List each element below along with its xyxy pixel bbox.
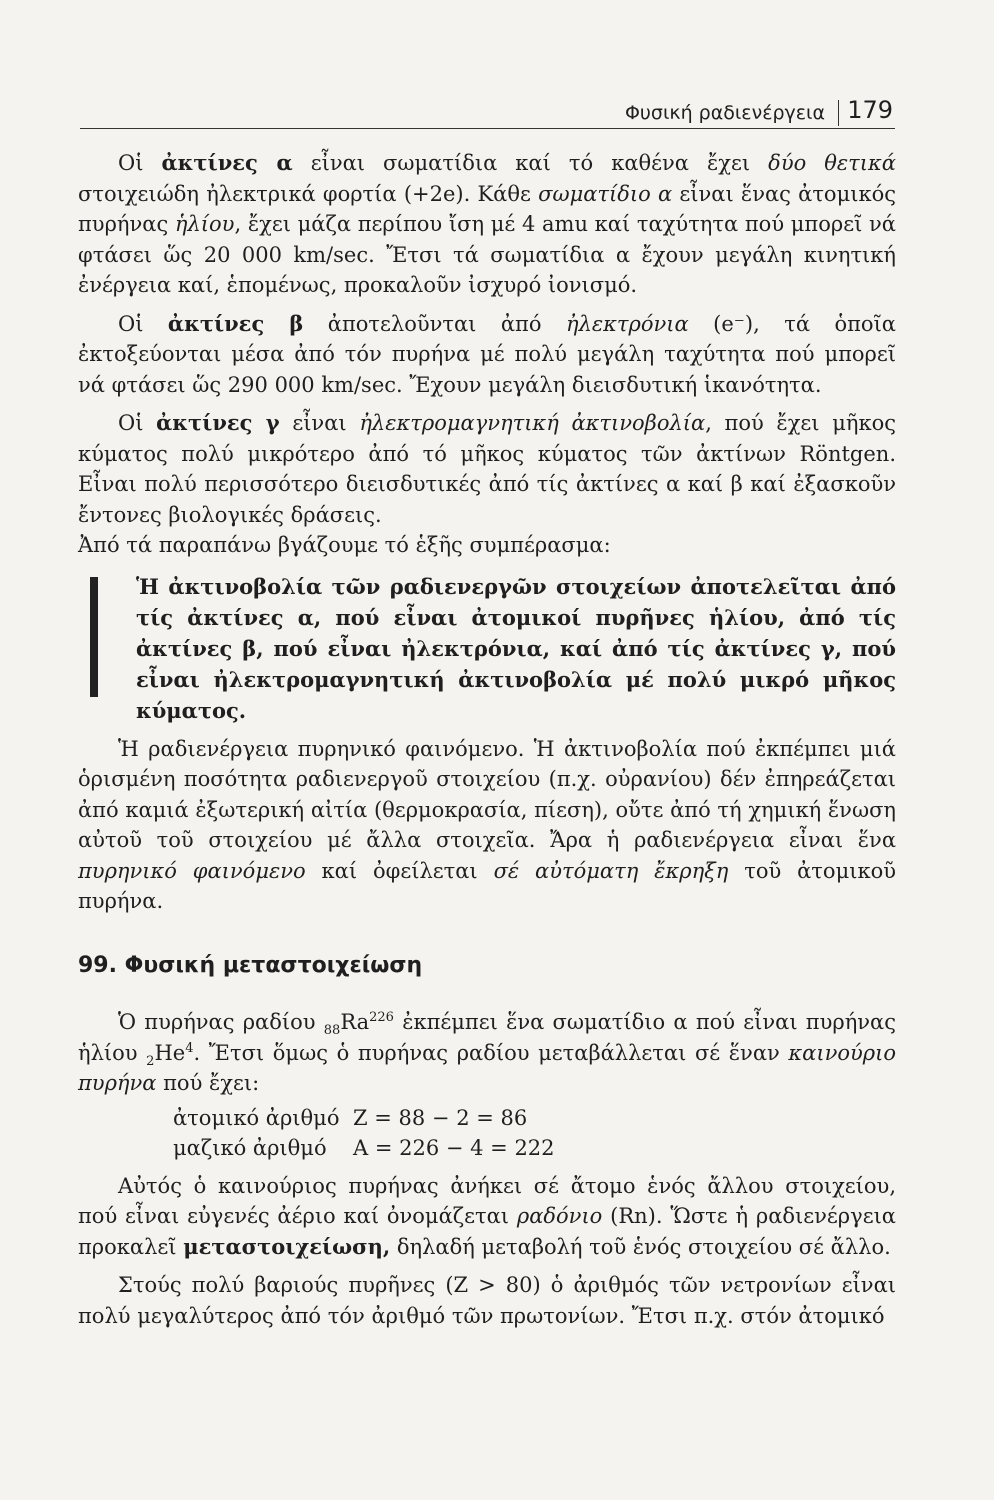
paragraph-heavy-nuclei: Στούς πολύ βαριούς πυρῆνες (Z > 80) ὁ ἀριθμός τῶν νετρονίων εἶναι πολύ μεγαλύτερος ἀπό τόν ἀριθμό τῶν πρωτονίων. Ἔτσι π.χ. στόν ἀτομικό: [78, 1273, 896, 1328]
section-title: 99. Φυσική μεταστοιχείωση: [78, 952, 423, 978]
equation-row: [173, 1103, 896, 1133]
equation-label: μαζικό ἀριθμό: [173, 1135, 327, 1160]
paragraph-radon: Αὐτός ὁ καινούριος πυρήνας ἀνήκει σέ ἄτομο ἑνός ἄλλου στοιχείου, πού εἶναι εὐγενές ἀέριο καί ὀνομάζεται ραδόνιο (Rn). Ὥστε ἡ ραδιενέργεια προκαλεῖ μεταστοιχείωση, δηλαδή μεταβολή τοῦ ἑνός στοιχείου σέ ἄλλο.: [78, 1173, 896, 1259]
callout-bar: [90, 577, 98, 697]
conclusion-intro: Ἀπό τά παραπάνω βγάζουμε τό ἑξῆς συμπέρασμα:: [78, 533, 611, 557]
conclusion-callout: [78, 571, 896, 726]
equation-formula: A = 226 − 4 = 222: [353, 1135, 555, 1160]
paragraph-nuclear-phenomenon: Ἡ ραδιενέργεια πυρηνικό φαινόμενο. Ἡ ἀκτινοβολία πού ἐκπέμπει μιά ὁρισμένη ποσότητα ραδιενεργοῦ στοιχείου (π.χ. οὐρανίου) δέν ἐπηρεάζεται ἀπό καμιά ἐξωτερική αἰτία (θερμοκρασία, πίεση), οὔτε ἀπό τή χημική ἕνωση αὐτοῦ τοῦ στοιχείου μέ ἄλλα στοιχεῖα. Ἄρα ἡ ραδιενέργεια εἶναι ἕνα πυρηνικό φαινόμενο καί ὀφείλεται σέ αὐτόματη ἔκρηξη τοῦ ἀτομικοῦ πυρήνα.: [78, 736, 896, 913]
paragraph-gamma-rays: Οἱ ἀκτίνες γ εἶναι ἠλεκτρομαγνητική ἀκτινοβολία, πού ἔχει μῆκος κύματος πολύ μικρότερο ἀπό τό μῆκος κύματος τῶν ἀκτίνων Röntgen. Εἶναι πολύ περισσότερο διεισδυτικές ἀπό τίς ἀκτίνες α καί β καί ἐξασκοῦν ἔντονες βιολογικές δράσεις.: [78, 410, 896, 527]
callout-text: Ἡ ἀκτινοβολία τῶν ραδιενεργῶν στοιχείων ἀποτελεῖται ἀπό τίς ἀκτίνες α, πού εἶναι ἀτομικοί πυρῆνες ἡλίου, ἀπό τίς ἀκτίνες β, πού εἶναι ἠλεκτρόνια, καί ἀπό τίς ἀκτίνες γ, πού εἶναι ἠλεκτρομαγνητική ἀκτινοβολία μέ πολύ μικρό μῆκος κύματος.: [136, 573, 896, 723]
equation-label: ἀτομικό ἀριθμό: [173, 1105, 340, 1130]
page-number: 179: [847, 96, 893, 124]
equation-table: [173, 1103, 896, 1163]
page-body: [78, 148, 896, 1331]
paragraph-beta-rays: Οἱ ἀκτίνες β ἀποτελοῦνται ἀπό ἠλεκτρόνια (e⁻), τά ὁποῖα ἐκτοξεύονται μέσα ἀπό τόν πυρήνα μέ πολύ μεγάλη ταχύτητα πού μπορεῖ νά φτάσει ὥς 290 000 km/sec. Ἔχουν μεγάλη διεισδυτική ἱκανότητα.: [78, 310, 896, 397]
page-header: [80, 98, 895, 129]
equation-row: [173, 1133, 896, 1163]
paragraph-radium: Ὁ πυρήνας ραδίου $_{88}Ra^{226}$ ἐκπέμπει ἕνα σωματίδιο α πού εἶναι πυρήνας ἡλίου $_2He^4$. Ἔτσι ὅμως ὁ πυρήνας ραδίου μεταβάλλεται σέ ἕναν καινούριο πυρήνα πού ἔχει:: [78, 1010, 896, 1095]
paragraph-alpha-rays: Οἱ ἀκτίνες α εἶναι σωματίδια καί τό καθένα ἔχει δύο θετικά στοιχειώδη ἠλεκτρικά φορτία (+2e). Κάθε σωματίδιο α εἶναι ἕνας ἀτομικός πυρήνας ἡλίου, ἔχει μάζα περίπου ἴση μέ 4 amu καί ταχύτητα πού μπορεῖ νά φτάσει ὥς 20 000 km/sec. Ἔτσι τά σωματίδια α ἔχουν μεγάλη κινητική ἐνέργεια καί, ἑπομένως, προκαλοῦν ἰσχυρό ἰονισμό.: [78, 150, 896, 297]
equation-formula: Z = 88 − 2 = 86: [353, 1105, 528, 1130]
header-divider: [838, 100, 839, 126]
running-title: Φυσική ραδιενέργεια: [624, 102, 825, 124]
